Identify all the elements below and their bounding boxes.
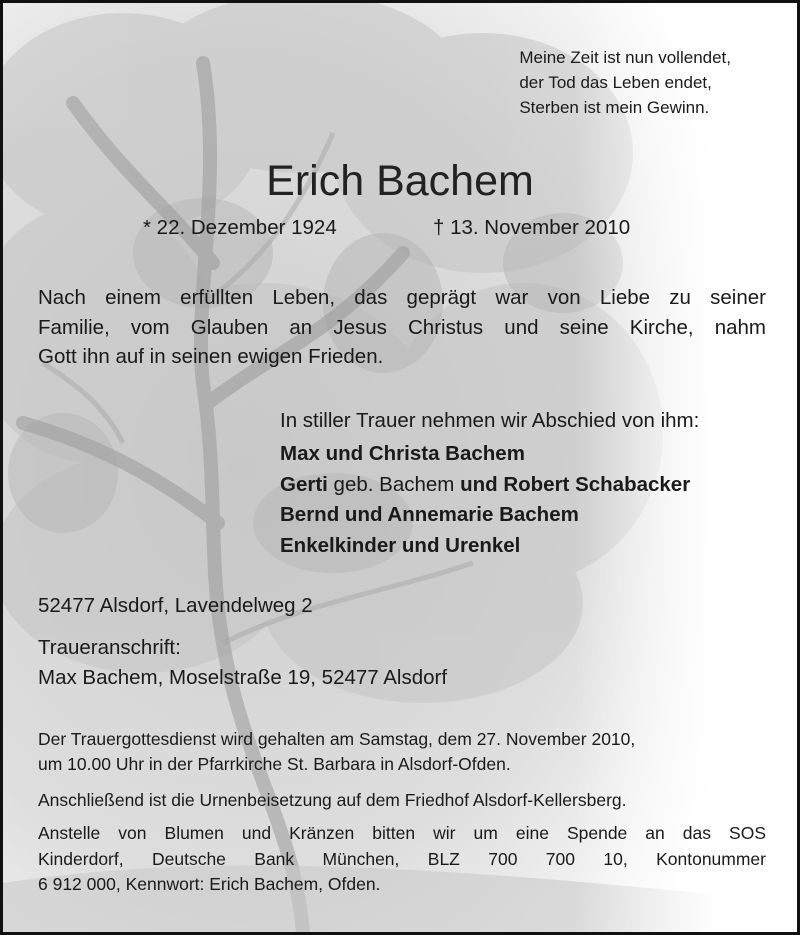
tribute-paragraph bbox=[38, 283, 766, 372]
urn-burial-info bbox=[38, 788, 766, 814]
tribute-line: Familie, vom Glauben an Jesus Christus und seine Kirche, nahm bbox=[38, 315, 766, 339]
quote-line: der Tod das Leben endet, bbox=[519, 73, 712, 92]
mourner-name-part: und Robert Schabacker bbox=[460, 472, 691, 496]
home-address: 52477 Alsdorf, Lavendelweg 2 bbox=[38, 594, 313, 617]
mourners-intro: In stiller Trauer nehmen wir Abschied von ihm: bbox=[280, 409, 700, 432]
mourner-name: Enkelkinder und Urenkel bbox=[280, 533, 521, 557]
birth-date: * 22. Dezember 1924 bbox=[143, 216, 337, 239]
donation-info bbox=[38, 821, 766, 898]
donation-line: Kinderdorf, Deutsche Bank München, BLZ 700 700 10, Kontonummer bbox=[38, 848, 766, 869]
mourner-name: Bernd und Annemarie Bachem bbox=[280, 503, 579, 526]
service-info bbox=[38, 727, 635, 777]
service-line: Der Trauergottesdienst wird gehalten am Samstag, dem 27. November 2010, bbox=[38, 729, 636, 749]
donation-line: Anstelle von Blumen und Kränzen bitten wir um eine Spende an das SOS bbox=[38, 823, 766, 843]
service-line: um 10.00 Uhr in der Pfarrkirche St. Barbara in Alsdorf-Ofden. bbox=[38, 754, 511, 774]
donation-line: 6 912 000, Kennwort: Erich Bachem, Ofden. bbox=[38, 874, 381, 894]
quote-line: Sterben ist mein Gewinn. bbox=[519, 98, 710, 117]
urn-line: Anschließend ist die Urnenbeisetzung auf dem Friedhof Alsdorf-Kellersberg. bbox=[38, 790, 627, 810]
quote-verse bbox=[519, 45, 731, 120]
mourner-name: Max und Christa Bachem bbox=[280, 442, 525, 465]
tribute-line: Gott ihn auf in seinen ewigen Frieden. bbox=[38, 345, 384, 368]
quote-line: Meine Zeit ist nun vollendet, bbox=[519, 48, 731, 67]
condolence-value: Max Bachem, Moselstraße 19, 52477 Alsdorf bbox=[38, 666, 448, 689]
deceased-name: Erich Bachem bbox=[266, 157, 534, 205]
mourner-name bbox=[280, 470, 690, 501]
condolence-address bbox=[38, 633, 447, 693]
death-date: † 13. November 2010 bbox=[433, 216, 631, 239]
tribute-line: Nach einem erfüllten Leben, das geprägt war von Liebe zu seiner bbox=[38, 286, 766, 309]
mourners-list bbox=[280, 439, 690, 561]
mourner-name-part: Gerti bbox=[280, 472, 328, 496]
mourner-name-part: geb. Bachem bbox=[327, 472, 461, 496]
condolence-label: Traueranschrift: bbox=[38, 636, 181, 659]
